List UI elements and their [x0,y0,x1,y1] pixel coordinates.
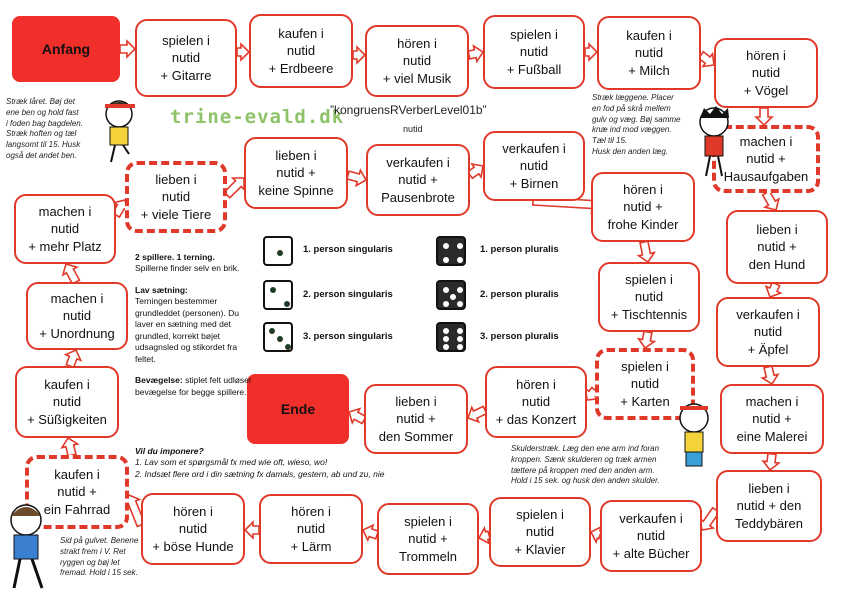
square-15[interactable]: hören i nutid + Lärm [259,494,363,564]
die-label: 2. person pluralis [480,289,559,300]
die-2-icon [263,280,293,310]
impress-heading: Vil du imponere? [135,446,204,456]
square-23[interactable]: verkaufen i nutid + Pausenbrote [366,144,470,216]
die-label: 1. person singularis [303,244,393,255]
path-arrow [468,46,483,62]
path-arrow [237,44,249,60]
end-square[interactable]: Ende [247,374,349,444]
stretching-kid-figure-topleft [95,96,145,166]
square-19[interactable]: machen i nutid + Unordnung [26,282,128,350]
die-pip [284,301,290,307]
rules-players-heading: 2 spillere. 1 terning. [135,252,215,262]
die-pip [443,328,449,334]
die-pip [443,336,449,342]
die-label: 3. person singularis [303,331,393,342]
square-17[interactable]: kaufen i nutid + ein Fahrrad [25,455,129,529]
square-9[interactable]: verkaufen i nutid + Äpfel [716,297,820,367]
site-logo: trine-evald.dk [170,106,345,128]
square-24[interactable]: verkaufen i nutid + Birnen [483,131,585,201]
die-label: 3. person pluralis [480,331,559,342]
path-arrow [756,108,772,125]
die-pip [269,328,275,334]
stretching-kid-figure-topright [692,104,738,180]
square-28[interactable]: hören i nutid + das Konzert [485,366,587,438]
die-pip [277,250,283,256]
path-arrow [224,178,244,198]
die-label: 1. person pluralis [480,244,559,255]
game-title: ”kongruensRVerberLevel01b” [330,103,487,117]
square-13[interactable]: spielen i nutid + Klavier [489,497,591,567]
rules-move-heading: Bevægelse: [135,375,183,386]
rules-sentence-heading: Lav sætning: [135,284,188,295]
die-pip [457,257,463,263]
square-14[interactable]: spielen i nutid + Trommeln [377,503,479,575]
square-22[interactable]: lieben i nutid + keine Spinne [244,137,348,209]
path-arrow [363,525,378,540]
die-pip [277,336,283,342]
square-4[interactable]: spielen i nutid + Fußball [483,15,585,89]
die-pip [457,344,463,350]
path-arrow [639,241,655,262]
impress-tip-2: 2. Indsæt flere ord i din sætning fx damals, gestern, ab und zu, nie [135,468,385,479]
path-arrow [763,454,779,471]
rules-move-text: stiplet felt udløser bevægelse for begge spillere. [135,375,252,397]
rules-players-text: Spillerne finder selv en brik. [135,263,240,274]
die-pip [443,344,449,350]
start-square[interactable]: Anfang [12,16,120,82]
die-4-icon [436,236,466,266]
square-26[interactable]: spielen i nutid + Tischtennis [598,262,700,332]
die-6-icon [436,322,466,352]
path-arrow [66,350,81,367]
die-pip [443,301,449,307]
die-pip [457,328,463,334]
square-27[interactable]: spielen i nutid + Karten [595,348,695,420]
square-8[interactable]: lieben i nutid + den Hund [726,210,828,284]
square-6[interactable]: hören i nutid + Vögel [714,38,818,108]
stretch-note-calf: Stræk læggene. Placer en fod på skrå mellem gulv og væg. Bøj samme knæ ind mod væggen. Tæl til 15. Husk den anden læg. [592,93,681,156]
path-arrow [62,438,78,456]
stretching-kid-figure-right [672,400,716,472]
path-arrow [63,264,80,284]
path-arrow [766,282,781,297]
die-pip [443,287,449,293]
stretch-note-shoulder: Skulderstræk. Læg den ene arm ind foran kroppen. Sænk skulderen og træk armen tættere på kroppen med den anden arm. Hold i 15 sek. og husk den anden skulder. [511,444,660,486]
die-pip [450,294,456,300]
square-12[interactable]: verkaufen i nutid + alte Bücher [600,500,702,572]
square-20[interactable]: machen i nutid + mehr Platz [14,194,116,264]
die-5-icon [436,280,466,310]
square-2[interactable]: kaufen i nutid + Erdbeere [249,14,353,88]
square-5[interactable]: kaufen i nutid + Milch [597,16,701,90]
die-pip [457,301,463,307]
stretching-kid-figure-bottomleft [2,500,58,594]
square-18[interactable]: kaufen i nutid + Süßigkeiten [15,366,119,438]
die-3-icon [263,322,293,352]
game-subtitle: nutid [403,124,423,134]
die-pip [443,257,449,263]
path-arrow [585,44,597,60]
die-pip [443,243,449,249]
path-arrow [245,522,259,538]
rules-panel [135,252,255,398]
square-11[interactable]: lieben i nutid + den Teddybären [716,470,822,542]
die-pip [457,336,463,342]
square-21[interactable]: lieben i nutid + viele Tiere [125,161,227,233]
path-arrow [120,41,135,57]
die-pip [457,243,463,249]
square-29[interactable]: lieben i nutid + den Sommer [364,384,468,454]
path-arrow [639,331,655,348]
path-arrow [763,191,779,210]
die-pip [285,344,291,350]
die-pip [270,287,276,293]
square-16[interactable]: hören i nutid + böse Hunde [141,493,245,565]
rules-sentence-text: Terningen bestemmer grundleddet (personen). Du laver en sætning med det grundled, korrekt bøjet udsagnsled og stikordet fra feltet. [135,296,239,364]
path-arrow [762,366,778,384]
die-1-icon [263,236,293,266]
path-arrow [468,406,487,421]
impress-tip-1: 1. Lav som et spørgsmål fx med wie oft, wieso, wo! [135,457,328,468]
die-label: 2. person singularis [303,289,393,300]
stretch-note-sitting: Sid på gulvet. Benene strakt frem i V. Ret ryggen og bøj let fremad. Hold i 15 sek. [60,536,139,578]
square-3[interactable]: hören i nutid + viel Musik [365,25,469,97]
square-25[interactable]: hören i nutid + frohe Kinder [591,172,695,242]
square-10[interactable]: machen i nutid + eine Malerei [720,384,824,454]
square-1[interactable]: spielen i nutid + Gitarre [135,19,237,97]
path-arrow [353,47,365,63]
die-pip [457,287,463,293]
square-7[interactable]: machen i nutid + Hausaufgaben [712,125,820,193]
path-arrow [347,170,366,185]
stretch-note-thigh: Stræk låret. Bøj det ene ben og hold fast i foden bag bagdelen. Stræk hoften og tæl langsomt til 15. Husk også det andet ben. [6,97,83,160]
impress-panel [135,446,415,480]
